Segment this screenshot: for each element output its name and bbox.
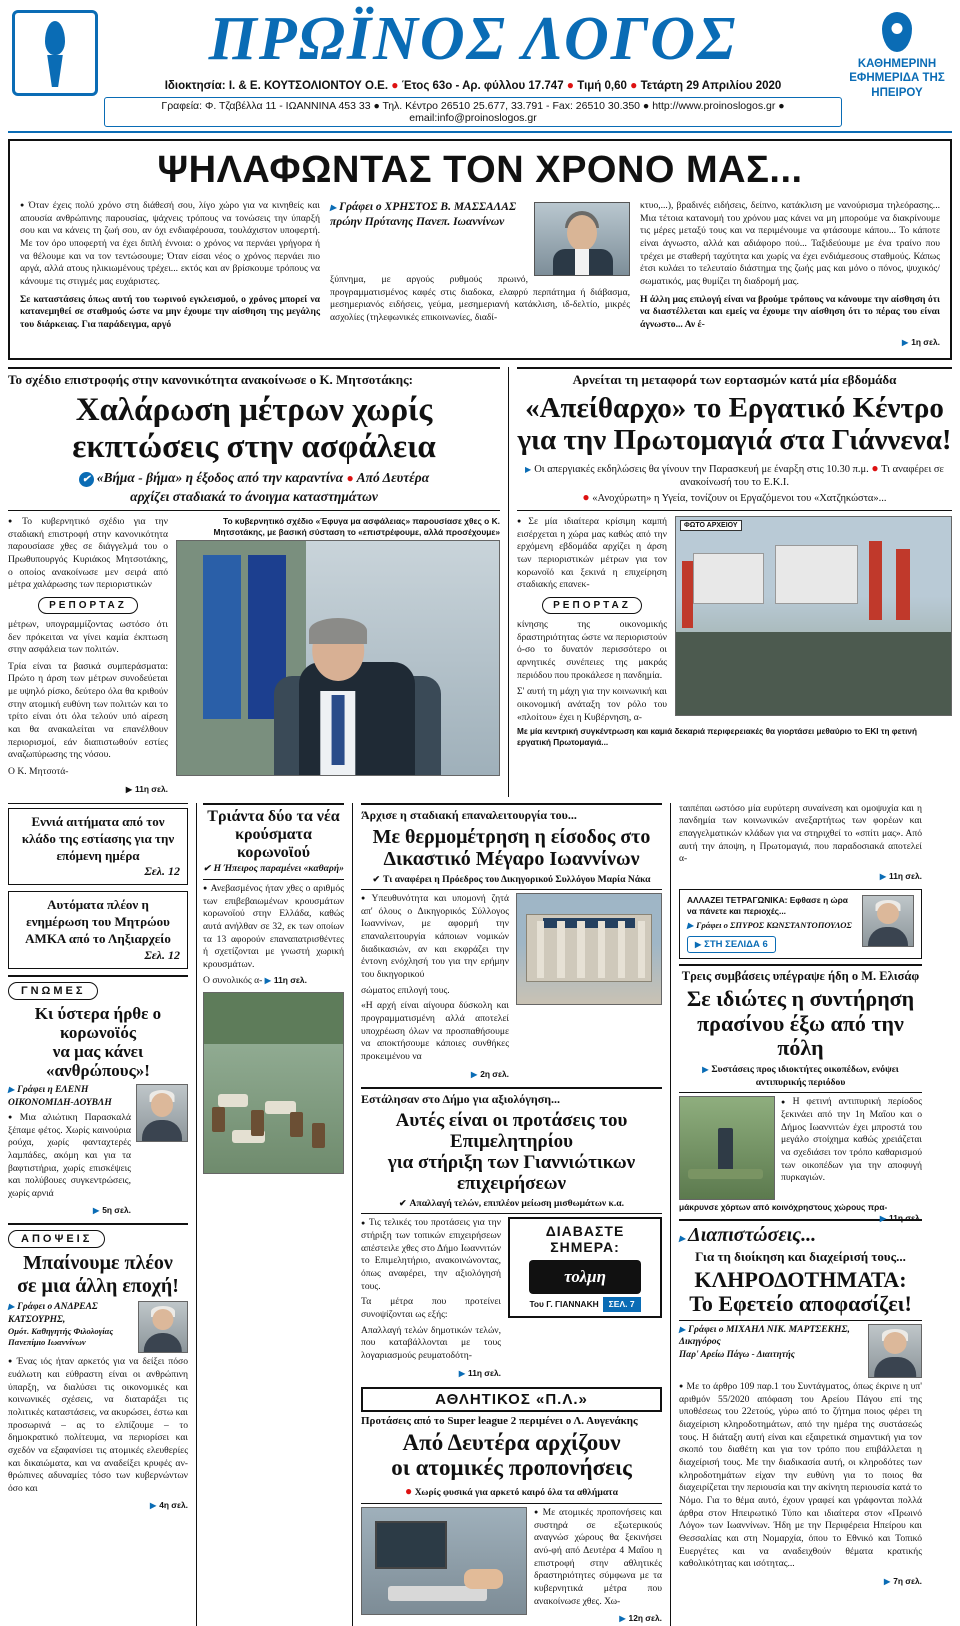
teaser-1-title: Εννιά αιτήματα από τον κλάδο της εστίασης για την επόμενη ημέρα	[21, 813, 175, 863]
korona-p2: Ο συνολικός α- ▶ 11η σελ.	[203, 975, 344, 988]
korona-sub: ✔ Η Ήπειρος παραμένει «καθαρή»	[203, 863, 344, 876]
court-title[interactable]: Με θερμομέτρηση η είσοδος στο Δικαστικό Μέγαρο Ιωαννίνων	[372, 825, 651, 871]
masthead	[8, 6, 952, 133]
left-lead-p3: Τρία είναι τα βασικά συμπεράσματα: Πρώτο η άρση των μέτρων συνοδεύεται με υψηλό ρίσκο, δεύτερο όλα θα κριθούν στην ατομική ευθύνη των πολιτών και το τρίτο είναι ότι όλα τελούν υπό αίρεση και θα ανακαλείται να επανέλθουν περιορισμοί, εάν διαπιστωθούν εστίες αναζωπύρωσης της νόσου.	[8, 660, 168, 761]
greenery-photo	[679, 1096, 775, 1200]
left-lead-eyebrow: Το σχέδιο επιστροφής στην κανονικότητα ανακοίνωσε ο Κ. Μητσοτάκης:	[8, 371, 413, 387]
reportaz-tag: ΡΕΠΟΡΤΑΖ	[38, 597, 138, 614]
left-lead-subtitle: ✔ «Βήμα - βήμα» η έξοδος από την καραντίνα ● Από Δευτέρα αρχίζει σταδιακά το άνοιγμα καταστημάτων	[8, 469, 500, 505]
feature-byline: ▶ Γράφει ο ΧΡΗΣΤΟΣ Β. ΜΑΣΣΑΛΑΣ	[330, 200, 630, 215]
diapistoseis-tag: ▶ Διαπιστώσεις...	[679, 1224, 922, 1246]
feature-column-3	[640, 200, 940, 350]
right-lead-photo-wrap	[675, 516, 952, 724]
tagline: ΚΑΘΗΜΕΡΙΝΗ ΕΦΗΜΕΡΙΔΑ ΤΗΣ ΗΠΕΙΡΟΥ	[849, 58, 945, 99]
ad-page-link[interactable]: ▶ ΣΤΗ ΣΕΛΙΔΑ 6	[687, 936, 776, 953]
contracts-sub: ▶ Συστάσεις προς ιδιοκτήτες οικοπέδων, ενόψει αντιπυρικής περιόδου	[679, 1064, 922, 1089]
feature-p1: ● Όταν έχεις πολύ χρόνο στη διάθεσή σου, λίγο χώρο για να κινηθείς και απουσία ανθρώπινης παρουσίας, ψάχνεις τρόπους να τονώσεις την ύπαρξή σου και να κάνεις τη ζωή σου, αν όχι ενδιαφέρουσα, τουλάχιστον υποφερτή. Με τον όρο υποφερτή να έχει διπλή έννοια: ο χρόνος να περνάει γρήγορα ή να θέλουμε και να τον τεντώσουμε; Όταν είσαι νέος ο χρόνος περνάει πιο αργά, αλλά ατους ηλικιωμένους τρέχει... εκτός και αν βρίσκουμε τρόπους να κάνουμε τις στιγμές μας ευχάριστες.	[20, 200, 320, 289]
left-lead-p4: Ο Κ. Μητσοτά-	[8, 766, 69, 778]
contracts-continuation[interactable]: ▶ 11η σελ.	[880, 1213, 922, 1224]
left-lead-caption: Το κυβερνητικό σχέδιο «Έφυγα μα ασφάλειας» παρουσίασε χθες ο Κ. Μητσοτάκης, με βασική σύσταση το «επιστρέφουμε, αλλά προσέχουμε»	[213, 515, 500, 537]
contact-line: Γραφεία: Φ. Τζαβέλλα 11 - ΙΩΑΝΝΙΝΑ 453 33 ● Τηλ. Κέντρο 26510 25.677, 33.791 - Fax: 26510 30.350 ● http://www.proinoslogos.gr ● email:info@proinoslogos.gr	[104, 97, 842, 127]
court-continuation[interactable]: ▶ 2η σελ.	[471, 1069, 509, 1079]
right-col-top-text: ταιπέπαι ωστόσο μία ευρύτερη συναίνεση και ομοψυχία και η πανδημία των κοινωνικών ανεξαρτήτως των φορέων και επαγγελματικών κλάδων για να στηριχθεί το «σπίτι μας». Από αυτή την άποψη, η Πρωτομαγιά, που παραδοσιακά αποτελεί α-	[679, 802, 922, 865]
apopseis-tag: ΑΠΟΨΕΙΣ	[8, 1230, 105, 1248]
athl-title[interactable]: Από Δευτέρα αρχίζουν οι ατομικές προπονήσεις	[391, 1429, 632, 1481]
diapistoseis-title[interactable]: ΚΛΗΡΟΔΟΤΗΜΑΤΑ: Το Εφετείο αποφασίζει!	[689, 1266, 912, 1317]
tolmi-logo: τολμη	[529, 1260, 641, 1294]
column-center	[352, 803, 662, 1626]
right-lead-story	[508, 367, 952, 797]
diavaste-byline: Του Γ. ΓΙΑΝΝΑΚΗ ΣΕΛ. 7	[516, 1297, 654, 1312]
epim-sub: ✔ Απαλλαγή τελών, επιπλέον μείωση μισθωμάτων κ.α.	[361, 1198, 662, 1211]
court-eyebrow: Άρχισε η σταδιακή επαναλειτουργία του...	[361, 807, 577, 822]
location-pin-icon	[882, 12, 912, 52]
contracts-caption: μάκρυνσε χόρτων από κοινόχρηστους χώρους πρα- ▶ 11η σελ.	[679, 1202, 922, 1213]
feature-p3: ξύπνημα, με αργούς ρυθμούς πρωινό, προγραμματισμένος καφές στις διαδοκα, ελαφρύ περπάτημα ή διάβασμα, μεσημεριανός ειδήσεις, γεύμα, μεσημεριανή κατάκλιση, ιδ-δελτίο, μικρές ασχολίες (τηλεφωνικές επικοινωνίες, διαδί-	[330, 273, 630, 323]
epim-p1: ● Τις τελικές του προτάσεις για την στήριξη των τοπικών επιχειρήσεων απέστειλε χθες στο Δήμο Ιωαννιτών το Επιμελητήριο, ανακοινώνοντας, όπως αναφέρει, την αξιολόγησή τους.	[361, 1217, 501, 1293]
check-icon: ✔	[79, 472, 94, 487]
gnomes-byline: ▶ Γράφει η ΕΛΕΝΗ ΟΙΚΟΝΟΜΙΔΗ-ΔΟΥΒΛΗ	[8, 1084, 131, 1109]
diapistoseis-author-photo	[868, 1324, 922, 1378]
ad-author-photo	[862, 895, 914, 947]
reportaz-tag-2: ΡΕΠΟΡΤΑΖ	[542, 597, 642, 614]
apopseis-section	[8, 1223, 188, 1513]
diavaste-title: ΔΙΑΒΑΣΤΕ ΣΗΜΕΡΑ:	[545, 1223, 625, 1256]
feature-column-1	[20, 200, 320, 350]
left-lead-photo-wrap	[176, 516, 500, 797]
right-col-continuation[interactable]: ▶ 11η σελ.	[880, 871, 922, 881]
column-korona	[196, 803, 344, 1626]
cafe-photo	[203, 992, 344, 1174]
typing-photo	[361, 1507, 527, 1615]
feature-p4: κτυο,...), βραδινές ειδήσεις, δείπνο, κατάκλιση με νανούρισμα τηλεόρασης... Μια τέτοια κατανομή του χρόνου μας κάνει να μη μπορούμε να διακρίνουμε τις μέρες μεταξύ τους και να περιμένουμε να φτάσουμε κάπου... Το κάποτε είναι άγνωστο, αλλά και αδιάφορο πού... Ταξιδεύουμε με ένα τραίνο που τρέχει με σταθερή ταχύτητα και χωρίς να έχει ενδιάμεσους σταθμούς. Κάπως έτσι κυλάει το τελευταίο διάστημα της ζωής μας και μόνο ο πόνος, ψυχικός/σωματικός, μας θυμίζει τη διαδρομή μας.	[640, 200, 940, 287]
apopseis-author-photo	[138, 1301, 188, 1353]
diapistoseis-sub: Για τη διοίκηση και διαχείρισή τους...	[695, 1248, 906, 1264]
feature-title: ΨΗΛΑΦΩΝΤΑΣ ΤΟΝ ΧΡΟΝΟ ΜΑΣ...	[157, 149, 803, 191]
right-lead-caption: Με μία κεντρική συγκέντρωση και καμιά δεκαριά περιφερειακές θα γιορτάσει μεθαύριο το ΕΚΙ τη φετινή εργατική Πρωτομαγιά...	[517, 727, 917, 747]
epim-p2: Τα μέτρα που προτείνει συνοψίζονται ως εξής:	[361, 1296, 501, 1320]
ownership-text: Ιδιοκτησία: Ι. & Ε. ΚΟΥΤΣΟΛΙΟΝΤΟΥ Ο.Ε.	[164, 80, 389, 92]
diapistoseis-byline: ▶ Γράφει ο ΜΙΧΑΗΛ ΝΙΚ. ΜΑΡΤΣΕΚΗΣ, Δικηγόρος	[679, 1324, 862, 1349]
feature-column-2	[330, 200, 630, 350]
diapistoseis-text: ● Με το άρθρο 109 παρ.1 του Συντάγματος, όπως έκρινε η υπ' αριθμόν 55/2020 απόφαση του Αρείου Πάγου επί της υποθέσεως του 22ετούς, γύρω από το ζήτημα ποιος φέρει τη διαχείριση κληροδοτημάτων, από την ημέρα της συστάσεώς τους. Η διάταξη αυτή είναι και εξαιρετικά σημαντική για τον σκοπό του διαθέτη και για τον τρόπο που επιβάλλεται η διαχείρισή τους. Με την διαδικασία αυτή, οι κληροδότες των κληροδοτημάτων είχαν την ευθύνη για το ποιος θα διαχειρίζεται την περιουσία και την ακίνητη περιουσία κατά το Νόμο. Για το θέμα αυτό, έχουν γραφεί και γράφονται πολλά άρθρα στον Ηπειρωτικό Τύπο και ιδιαίτερα στον «Πρωινό Λόγο» των Ιωαννίνων. Ήδη με την Περιφέρεια Ηπείρου και Θεσσαλίας και στη Νομαρχία, όπου το Εθνικό και Τοπικό Ευεργέτες και να αναδειχθούν θέματα κρατικής καθολικότητας και ισότητας...	[679, 1381, 922, 1571]
diavaste-page-badge[interactable]: ΣΕΛ. 7	[603, 1297, 641, 1312]
left-lead-p1: ● Το κυβερνητικό σχέδιο για την σταδιακή επιστροφή στην κανονικότητα παρουσίασε χθες σε διάγγελμά του ο Πρωθυπουργός Κυριάκος Μητσοτάκης, ο οποίος ανακοίνωσε μεν σειρά από μέτρα χαλάρωσης των περιοριστικών	[8, 516, 168, 592]
column-left	[8, 803, 188, 1626]
gnomes-title[interactable]: Κι ύστερα ήρθε ο κορωνοϊός να μας κάνει «ανθρώπους»!	[34, 1004, 162, 1081]
athl-sub: ● Χωρίς φυσικά για αρκετό καιρό όλα τα αθλήματα	[405, 1484, 618, 1499]
apopseis-text: ● Ένας ιός ήταν αρκετός για να δείξει πόσο ευάλωτη και εύθραστη είναι οι ανθρώπινη ύπαρξη, να διαλύσει τις οικονομικές και κοινωνικές σχέσεις, να διαταράξει τις πολιτικές καταστάσεις, να ακυρώσει, έστω και προσωρινά – ας το ελπίζουμε – το δημοκρατικό πολίτευμα, να περιορίσει και σχεδόν να εξαφανίσει τις ατομικές ελευθερίες και δικαιώματα, και να αναδείξει κρυφές αν-θρώπινες αδυναμίες τόσο των κυβερνώντων όσο και	[8, 1356, 188, 1495]
apopseis-byline: ▶ Γράφει ο ΑΝΔΡΕΑΣ ΚΑΤΣΟΥΡΗΣ,	[8, 1301, 133, 1326]
right-lead-text-col	[517, 516, 667, 724]
gnomes-text: ● Μια αλιώτικη Παρασκαλά ξέπαμε φέτος. Χωρίς καινούρια ρούχα, χωρίς φανταχτερές λαμπάδες, ακόμη και για τα βαφτιστήρια, χωρίς επισκέψεις και πολύβουες συγκεντρώσεις, χωρίς αρνιά	[8, 1112, 131, 1201]
issue-text: Έτος 63ο - Αρ. φύλλου 17.747	[401, 80, 564, 92]
athl-eyebrow: Προτάσεις από το Super league 2 περιμένει ο Λ. Αυγενάκης	[361, 1414, 638, 1427]
left-lead-headline[interactable]: Χαλάρωση μέτρων χωρίς εκπτώσεις στην ασφάλεια	[72, 391, 436, 465]
diapistoseis-byline-2: Παρ' Αρείω Πάγω - Διαιτητής	[679, 1348, 795, 1359]
epim-title[interactable]: Αυτές είναι οι προτάσεις του Επιμελητηρίου για στήριξη των Γιαννιώτικων επιχειρήσεων	[387, 1109, 636, 1195]
teaser-2-title: Αυτόματα πλέον η ενημέρωση του Μητρώου ΑΜΚΑ από το Ληξιαρχείο	[25, 897, 171, 947]
athl-p1: ● Με ατομικές προπονήσεις και συστηρά σε εξωτερικούς αναγνώσ χώρους θα ξεκινήσει ανύ-φή από Δευτέρα 4 Μαΐου η επιστροφή στην αθλητικές δραστηριότητες σύμφωνα με τα κυβερνητικά μέτρα που ανακοίνωσε χθες. Χω-	[534, 1507, 662, 1608]
protest-photo	[675, 516, 952, 716]
feature-continuation[interactable]: ▶ 1η σελ.	[902, 337, 940, 347]
diavaste-box[interactable]	[508, 1217, 662, 1318]
court-p3: «Η αρχή είναι αίγουρα δύσκολη και προγραμματισμένη αλλά αποτελεί υποχρέωση όλων να προσπαθήσουμε να αποκτήσουμε κάποιες συνθήκες προκειμένου να	[361, 1000, 509, 1063]
apopseis-byline-2: Ομότ. Καθηγητής Φιλολογίας Πανεπίμιο Ιωαννίνων	[8, 1325, 114, 1348]
ad-byline: ▶ Γράφει ο ΣΠΥΡΟΣ ΚΩΝΣΤΑΝΤΟΠΟΥΛΟΣ	[687, 920, 856, 931]
masthead-info: Ιδιοκτησία: Ι. & Ε. ΚΟΥΤΣΟΛΙΟΝΤΟΥ Ο.Ε. ● Έτος 63ο - Αρ. φύλλου 17.747 ● Τιμή 0,60 ● Τετάρτη 29 Απριλίου 2020	[164, 78, 782, 92]
feature-byline-role: πρώην Πρύτανης Πανεπ. Ιωαννίνων	[330, 215, 505, 228]
mitsotakis-photo	[176, 540, 500, 776]
epim-eyebrow: Εστάλησαν στο Δήμο για αξιολόγηση...	[361, 1091, 561, 1106]
right-lead-p1: ● Σε μία ιδιαίτερα κρίσιμη καμπή εισέρχεται η χώρα μας καθώς από την ερχόμενη εβδομάδα αρχίζει η άρση των περιοριστικών μέτρων για τον κορωνοϊό και ξεκινά η επιχείρηση σταδιακής επανεκ-	[517, 516, 667, 592]
athl-continuation[interactable]: ▶ 12η σελ.	[619, 1613, 662, 1623]
torch-logo-icon	[12, 10, 98, 96]
right-lead-p3: Σ' αυτή τη μάχη για την κοινωνική και οικονομική ανάταξη τον ρόλο του «πλοίτου» έχει η Κυβέρνηση, α-	[517, 686, 667, 723]
apopseis-title[interactable]: Μπαίνουμε πλέον σε μια άλλη εποχή!	[17, 1252, 179, 1297]
author-portrait	[534, 202, 630, 276]
feature-p2: Σε καταστάσεις όπως αυτή του τωρινού εγκλεισμού, ο χρόνος μπορεί να κατανεμηθεί σε σταθμούς ώστε να μην έχουμε την αίσθηση της μεγάλης του διάρκειας. Για παράδειγμα, αργό	[20, 293, 320, 330]
teaser-box-2[interactable]	[8, 891, 188, 969]
masthead-badge	[842, 6, 952, 100]
court-p2: σώματος επιλογή τους.	[361, 984, 450, 996]
right-lead-headline[interactable]: «Απείθαρχο» το Εργατικό Κέντρο για την Πρωτομαγιά στα Γιάννενα!	[517, 391, 952, 457]
left-lead-text-col	[8, 516, 168, 797]
left-lead-continuation[interactable]: ▶ 11η σελ.	[126, 784, 168, 794]
photo-archive-tag: ΦΩΤΟ ΑΡΧΕΙΟΥ	[680, 520, 742, 531]
left-lead-p2: μέτρων, υπογραμμίζοντας ωστόσο ότι δεν πρόκειται να γίνει καμία έκπτωση στην ασφάλεια των πολιτών.	[8, 618, 168, 656]
date-text: Τετάρτη 29 Απριλίου 2020	[640, 80, 782, 92]
gnomes-section	[8, 975, 188, 1218]
gnomes-author-photo	[136, 1084, 188, 1142]
apopseis-continuation[interactable]: ▶ 4η σελ.	[150, 1500, 188, 1510]
right-lead-subtitle: ▶ Οι απεργιακές εκδηλώσεις θα γίνουν την Παρασκευή με έναρξη στις 10.30 π.μ. ● Τι αναφέρει σε ανακοίνωσή του το Ε.Κ.Ι. ● «Ανοχύρωτη» η Υγεία, τονίζουν οι Εργαζόμενοι του «Χατζηκώστα»...	[517, 461, 952, 507]
contracts-title[interactable]: Σε ιδιώτες η συντήρηση πρασίνου έξω από την πόλη	[686, 986, 915, 1061]
contracts-p: ● Η φετινή αντιπυρική περίοδος ξεκινάει από την 1η Μαΐου και ο Δήμος Ιωαννιτών έχει μπροστά του μεγάλο στοίχημα καθώς χρειάζεται να σχεδιάσει τον τρόπο καθαρισμού των οικοπέδων για την αποφυγή πυρκαγιών.	[781, 1096, 922, 1185]
court-sub: ✔ Τι αναφέρει η Πρόεδρος του Δικηγορικού Συλλόγου Μαρία Νάκα	[361, 874, 662, 887]
column-right	[670, 803, 922, 1626]
epim-p3: Απαλλαγή τελών δημοτικών τελών, που καταβάλλονται με τους λογαριασμούς ρευματοδότη-	[361, 1324, 501, 1361]
feature-article	[8, 139, 952, 360]
contracts-eyebrow: Τρεις συμβάσεις υπέγραψε ήδη ο Μ. Ελισάφ	[681, 969, 920, 984]
teaser-1-ref: Σελ. 12	[144, 864, 180, 879]
diapistoseis-continuation[interactable]: ▶ 7η σελ.	[884, 1576, 922, 1586]
feature-p5: Η άλλη μας επιλογή είναι να βρούμε τρόπους να κάνουμε την αίσθηση ότι να διαστέλλεται και εμείς να έχουμε την αίσθηση ότι το πέρας του είναι άγνωστο... Αν έ-	[640, 293, 941, 330]
right-lead-eyebrow: Αρνείται τη μεταφορά των εορτασμών κατά μία εβδομάδα	[572, 371, 897, 387]
courthouse-photo	[516, 893, 662, 1005]
ad-line: ΑΛΛΑΖΕΙ ΤΕΤΡΑΓΩΝΙΚΑ: Εφθασε η ώρα να πάνετε και περιοχές...	[687, 895, 848, 916]
korona-title[interactable]: Τριάντα δύο τα νέα κρούσματα κορωνοϊού	[207, 807, 340, 861]
ad-box[interactable]	[679, 889, 922, 959]
price-text: Τιμή 0,60	[577, 80, 627, 92]
gnomes-tag: ΓΝΩΜΕΣ	[8, 982, 98, 1000]
korona-continuation[interactable]: ▶ 11η σελ.	[265, 975, 307, 985]
court-p1: ● Υπευθυνότητα και υπομονή ζητά απ' όλους ο Δικηγορικός Σύλλογος Ιωαννίνων, με αφορμή την επαναλειτουργία κάποιων νομικών διαδικασιών, αν και εκφράζει την έντονη ενόχλησή του για την ερήμην του δικηγορικού	[361, 893, 509, 982]
newspaper-title: ΠΡΩΪΝΟΣ ΛΟΓΟΣ	[208, 5, 738, 73]
epim-continuation[interactable]: ▶ 11η σελ.	[459, 1368, 501, 1378]
left-lead-story	[8, 367, 500, 797]
gnomes-continuation[interactable]: ▶ 5η σελ.	[93, 1205, 131, 1215]
athlitikos-bar: ΑΘΛΗΤΙΚΟΣ «Π.Λ.»	[361, 1387, 662, 1412]
teaser-2-ref: Σελ. 12	[144, 948, 180, 963]
korona-p1: ● Ανεβασμένος ήταν χθες ο αριθμός των επιβεβαιωμένων κρουσμάτων κορωνοϊού στην Ελλάδα, καθώς αυτά ανήλθαν σε 32, εκ των οποίων τα 13 αφορούν επαναπατρισθέντες ή σχετίζονται με γνωστή χωρική κρουσμάτων.	[203, 883, 344, 972]
teaser-box-1[interactable]	[8, 808, 188, 886]
right-lead-p2: κίνησης της οικονομικής δραστηριότητας ώστε να περιοριστούν ό-σο το δυνατόν περισσότερο οι αρνητικές συνέπειες της μακράς περιόδου που προκάλεσε η πανδημία.	[517, 619, 667, 681]
